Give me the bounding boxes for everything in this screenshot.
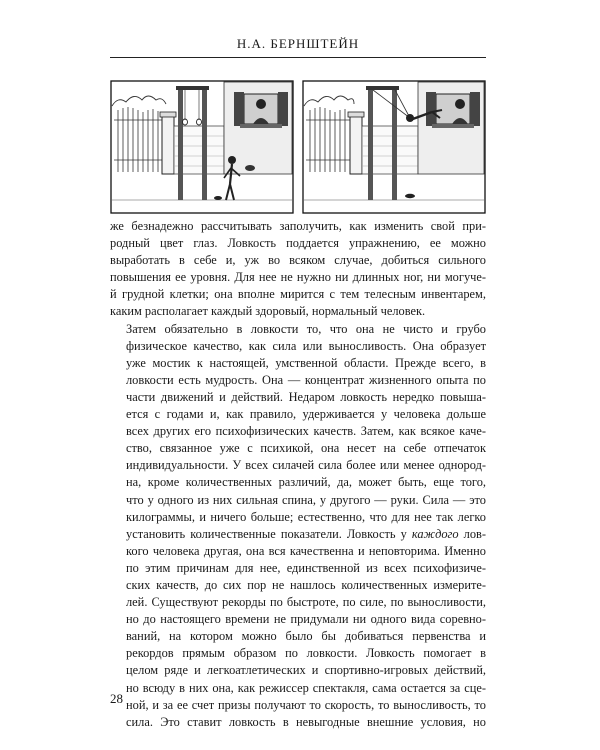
text-line: уже мостик к настоящей, умственной области. Прежде всего, в	[126, 355, 486, 370]
text-line: же безнадежно рассчитывать заполучить, как изменить свой при-	[110, 219, 486, 233]
text-line: всех других его психофизических качеств. Затем, как всякое каче-	[126, 424, 486, 439]
text-fragment: установить количественные показатели. Ловкость у	[126, 526, 407, 541]
text-line: ловкости есть мудрость. Она — концентрат жизненного опыта по	[126, 372, 486, 387]
text-line: кого человека другая, она вся качественна и неповторима. Именно	[126, 543, 486, 558]
illustration	[110, 80, 486, 214]
paragraph-2	[110, 321, 486, 731]
text-line: выработать в себе и, уж во всяком случае, добиться сильного	[110, 253, 486, 268]
text-line: сила. Это ставит ловкость в невыгодные внешние условия, но	[126, 714, 486, 729]
text-line: Затем обязательно в ловкости то, что она не чисто и грубо	[126, 321, 486, 336]
text-line: килограммы, и ничего больше; естественно, что для нее так легко	[126, 509, 486, 524]
header-rule	[110, 57, 486, 58]
text-line: ских качеств, до сих пор не нашлось количественных измерите-	[126, 577, 486, 592]
text-line-with-emphasis	[110, 526, 486, 543]
body-text	[110, 218, 486, 731]
text-line: но до настоящего времени не придумали ни одного вида соревно-	[126, 612, 486, 627]
text-line: каким располагает каждый здоровый, нормальный человек.	[110, 304, 426, 319]
text-line: что у одного из них сильная спина, у другого — руки. Сила — это	[126, 492, 486, 507]
page-number: 28	[110, 691, 123, 706]
text-line: физическое качество, как сила или выносливость. Она образует	[126, 338, 486, 353]
right-panel	[303, 81, 485, 213]
text-line: ной, и за ее счет призы получают то скорость, то выносливость, то	[126, 697, 486, 712]
text-line: рекордов прямым образом по ловкости. Ловкость помогает в	[126, 646, 486, 661]
text-line: по этим причинам для нее, единственной из всех психофизиче-	[126, 560, 486, 575]
text-fragment: лов-	[458, 526, 486, 541]
text-line: родный цвет глаз. Ловкость поддается упражнению, ее можно	[110, 236, 486, 251]
text-line: ваний, на котором можно было бы добиваться первенства и	[126, 629, 486, 644]
paragraph-1	[110, 218, 486, 321]
left-panel	[111, 81, 293, 213]
text-line: й грудной клетки; она вполне мирится с тем телесным инвентарем,	[110, 287, 486, 302]
text-line: ство, связанное уже с психикой, она несет на себе отпечаток	[126, 441, 486, 456]
running-header: Н.А. БЕРНШТЕЙН	[236, 36, 360, 51]
text-line: но всюду в них она, как режиссер спектакля, сама остается за сце-	[126, 680, 486, 695]
emphasis-word: каждого	[411, 526, 459, 541]
text-line: индивидуальности. У всех силачей сила более или менее однород-	[126, 458, 486, 473]
illustration-svg	[110, 80, 486, 214]
text-line: части движений и действий. Недаром ловкость нередко повыша-	[126, 389, 486, 404]
text-line: ется с годами и, как правило, удерживается у человека дольше	[126, 407, 486, 422]
text-line: целом ряде и легкоатлетических и спортивно-игровых действий,	[126, 663, 486, 678]
text-line: повышения ее уровня. Для нее не нужно ни длинных ног, ни могуче-	[110, 270, 486, 285]
text-line: лей. Существуют рекорды по быстроте, по силе, по выносливости,	[126, 595, 486, 610]
text-line: на, кроме количественных различий, да, может быть, еще того,	[126, 475, 486, 490]
